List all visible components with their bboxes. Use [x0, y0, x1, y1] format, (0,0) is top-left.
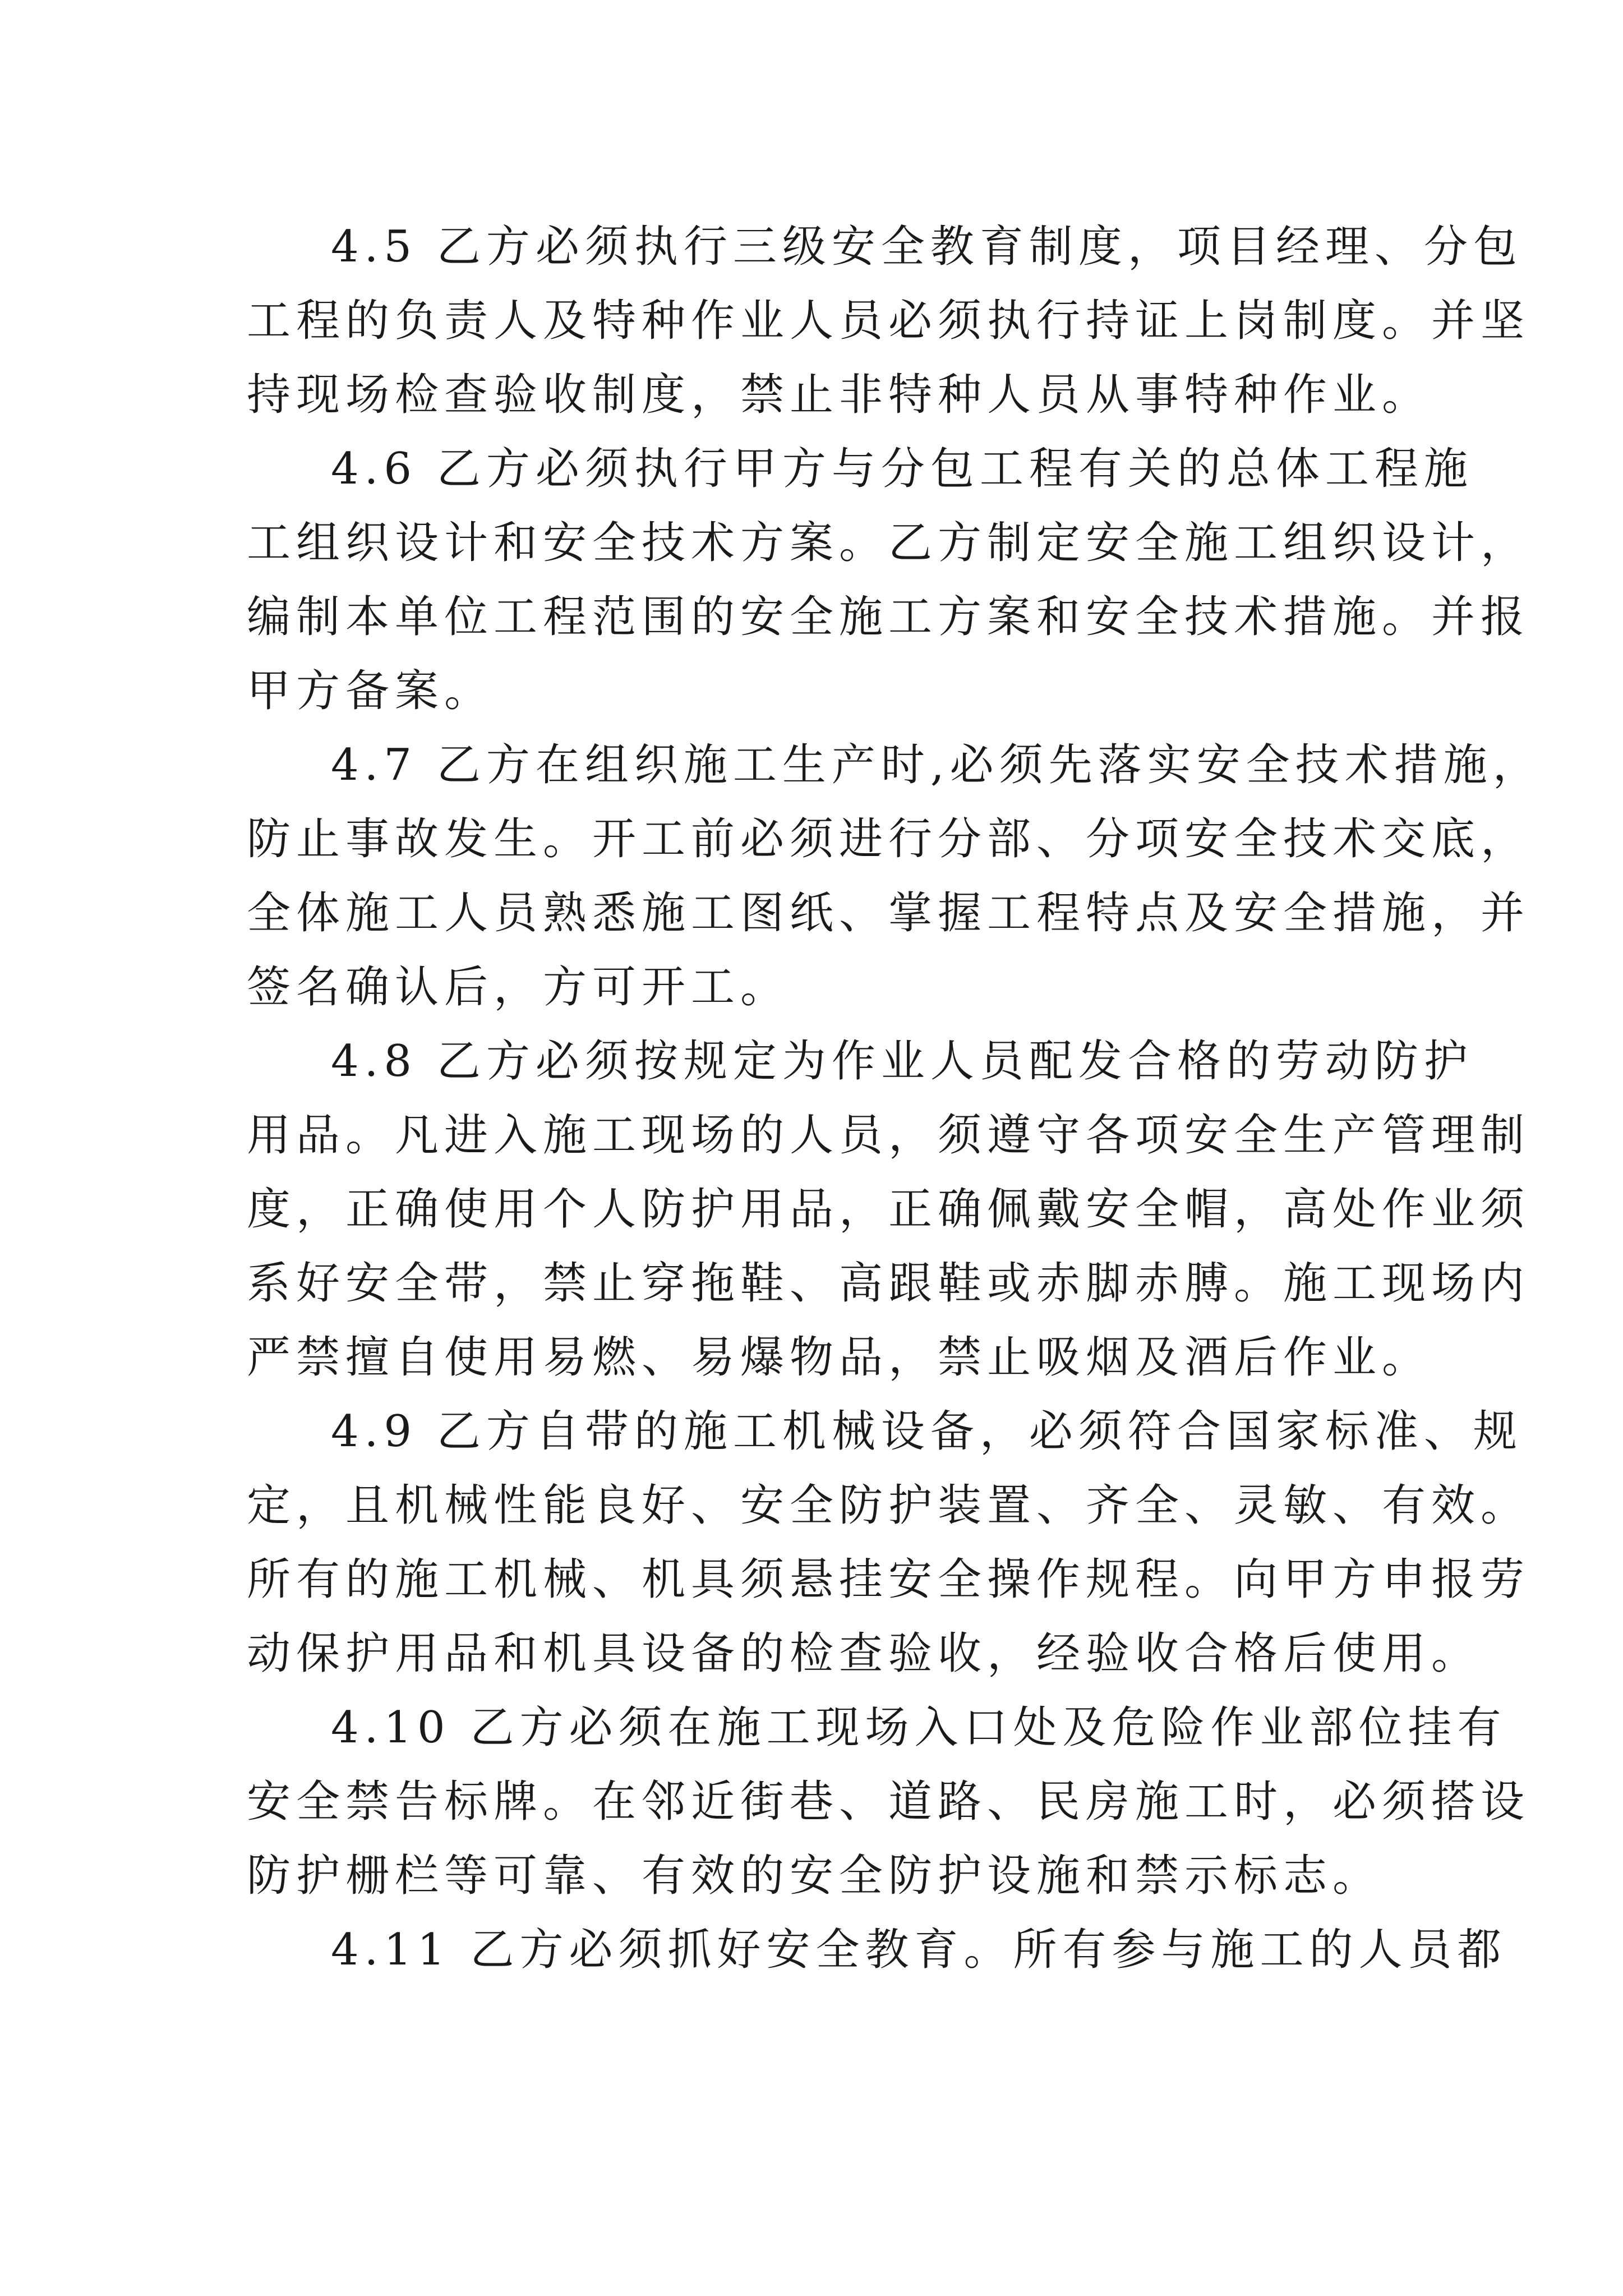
paragraph-4-6-line-1: 4.6 乙方必须执行甲方与分包工程有关的总体工程施	[331, 444, 1473, 494]
paragraph-4-9-line-4: 动保护用品和机具设备的检查验收，经验收合格后使用。	[247, 1628, 1481, 1679]
paragraph-4-6-line-2: 工组织设计和安全技术方案。乙方制定安全施工组织设计，	[247, 518, 1530, 568]
paragraph-4-7-line-4: 签名确认后，方可开工。	[247, 962, 790, 1013]
paragraph-4-8-line-2: 用品。凡进入施工现场的人员，须遵守各项安全生产管理制	[247, 1110, 1530, 1161]
paragraph-4-8-line-4: 系好安全带，禁止穿拖鞋、高跟鞋或赤脚赤膊。施工现场内	[247, 1258, 1530, 1309]
paragraph-4-10-line-1: 4.10 乙方必须在施工现场入口处及危险作业部位挂有	[331, 1703, 1507, 1753]
paragraph-4-7-line-2: 防止事故发生。开工前必须进行分部、分项安全技术交底，	[247, 814, 1530, 864]
paragraph-4-8-line-3: 度，正确使用个人防护用品，正确佩戴安全帽，高处作业须	[247, 1184, 1530, 1235]
paragraph-4-10-line-2: 安全禁告标牌。在邻近街巷、道路、民房施工时，必须搭设	[247, 1777, 1530, 1827]
paragraph-4-6-line-4: 甲方备案。	[247, 666, 494, 716]
paragraph-4-9-line-3: 所有的施工机械、机具须悬挂安全操作规程。向甲方申报劳	[247, 1554, 1530, 1605]
paragraph-4-10-line-3: 防护栅栏等可靠、有效的安全防护设施和禁示标志。	[247, 1851, 1382, 1901]
paragraph-4-5-line-2: 工程的负责人及特种作业人员必须执行持证上岗制度。并坚	[247, 296, 1530, 346]
paragraph-4-8-line-5: 严禁擅自使用易燃、易爆物品，禁止吸烟及酒后作业。	[247, 1332, 1432, 1383]
paragraph-4-11-line-1: 4.11 乙方必须抓好安全教育。所有参与施工的人员都	[331, 1925, 1507, 1975]
paragraph-4-8-line-1: 4.8 乙方必须按规定为作业人员配发合格的劳动防护	[331, 1036, 1473, 1087]
paragraph-4-6-line-3: 编制本单位工程范围的安全施工方案和安全技术措施。并报	[247, 592, 1530, 642]
paragraph-4-7-line-3: 全体施工人员熟悉施工图纸、掌握工程特点及安全措施，并	[247, 888, 1530, 938]
paragraph-4-7-line-1: 4.7 乙方在组织施工生产时,必须先落实安全技术措施，	[331, 740, 1542, 790]
paragraph-4-9-line-1: 4.9 乙方自带的施工机械设备，必须符合国家标准、规	[331, 1406, 1523, 1457]
paragraph-4-5-line-3: 持现场检查验收制度，禁止非特种人员从事特种作业。	[247, 370, 1432, 420]
paragraph-4-9-line-2: 定，且机械性能良好、安全防护装置、齐全、灵敏、有效。	[247, 1480, 1530, 1531]
paragraph-4-5-line-1: 4.5 乙方必须执行三级安全教育制度，项目经理、分包	[331, 222, 1523, 272]
